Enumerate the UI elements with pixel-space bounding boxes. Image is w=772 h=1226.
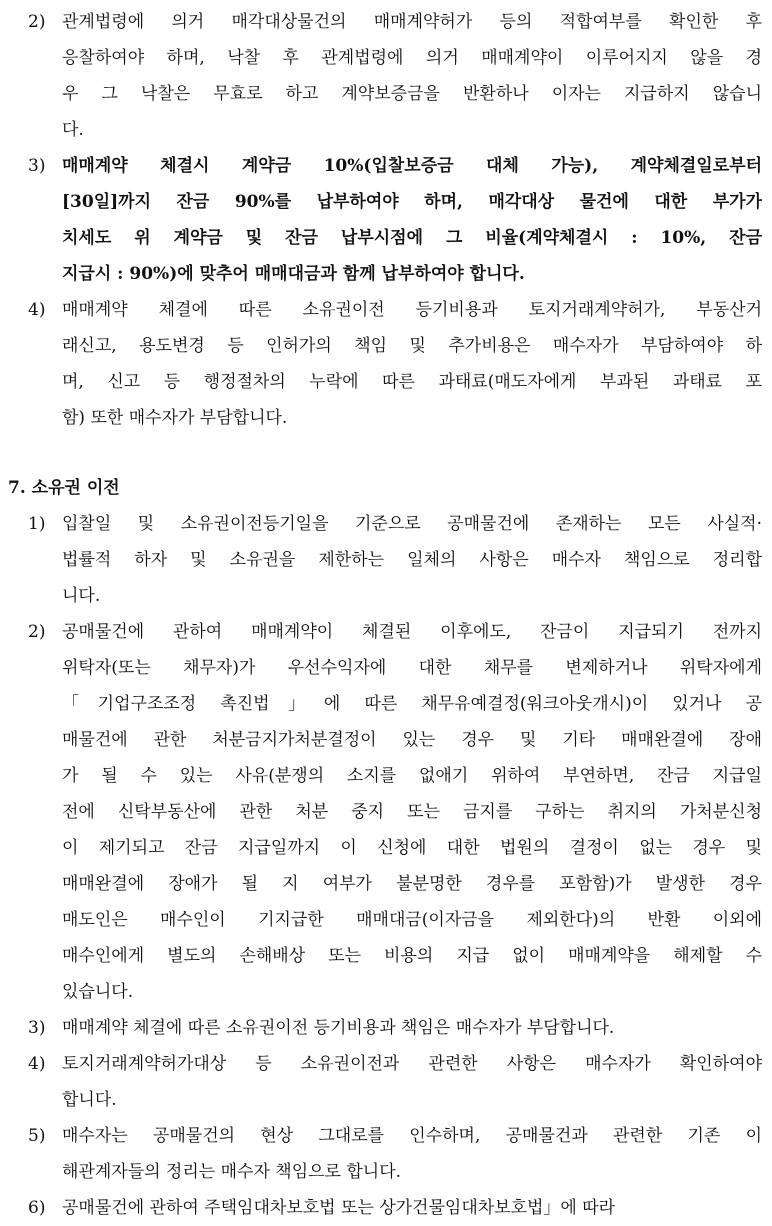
item-number: 3): [28, 156, 46, 176]
text-line: [30일]까지 잔금 90%를 납부하여야 하며, 매각대상 물건에 대한 부가가: [62, 192, 762, 212]
text-line: 위탁자(또는 채무자)가 우선수익자에 대한 채무를 변제하거나 위탁자에게: [62, 658, 762, 678]
item-number: 2): [28, 12, 46, 32]
text-line: 다.: [62, 120, 84, 140]
list-item: [28, 506, 762, 614]
text-line: 매매계약 체결시 계약금 10%(입찰보증금 대체 가능), 계약체결일로부터: [62, 156, 762, 176]
item-number: 1): [28, 514, 46, 534]
section: [28, 4, 762, 436]
text-line: 치세도 위 계약금 및 잔금 납부시점에 그 비율(계약체결시 : 10%, 잔금: [62, 228, 762, 248]
item-text: [62, 1118, 762, 1190]
item-number: 4): [28, 300, 46, 320]
item-text: [62, 148, 762, 292]
text-line: 토지거래계약허가대상 등 소유권이전과 관련한 사항은 매수자가 확인하여야: [62, 1054, 762, 1074]
text-line: 합니다.: [62, 1090, 117, 1110]
text-line: 이 제기되고 잔금 지급일까지 이 신청에 대한 법원의 결정이 없는 경우 및: [62, 838, 762, 858]
item-number: 5): [28, 1126, 46, 1146]
section-heading: 7. 소유권 이전: [8, 478, 120, 498]
list-item: [28, 1118, 762, 1190]
list-item: [28, 1010, 762, 1046]
text-line: 있습니다.: [62, 982, 134, 1002]
list-item: [28, 148, 762, 292]
item-text: [62, 1046, 762, 1118]
text-line: 매매계약 체결에 따른 소유권이전 등기비용과 책임은 매수자가 부담합니다.: [62, 1018, 615, 1038]
list-item: [28, 1190, 762, 1226]
item-text: [62, 1190, 762, 1226]
list-item: [28, 614, 762, 1010]
list-item: [28, 1046, 762, 1118]
item-number: 2): [28, 622, 46, 642]
text-line: 매매완결에 장애가 될 지 여부가 불분명한 경우를 포함함)가 발생한 경우: [62, 874, 762, 894]
text-line: 응찰하여야 하며, 낙찰 후 관계법령에 의거 매매계약이 이루어지지 않을 경: [62, 48, 762, 68]
text-line: 「기업구조조정 촉진법」에 따른 채무유예결정(워크아웃개시)이 있거나 공: [62, 694, 762, 714]
text-line: 매도인은 매수인이 기지급한 매매대금(이자금을 제외한다)의 반환 이외에: [62, 910, 762, 930]
text-line: 매매계약 체결에 따른 소유권이전 등기비용과 토지거래계약허가, 부동산거: [62, 300, 762, 320]
text-line: 매물건에 관한 처분금지가처분결정이 있는 경우 및 기타 매매완결에 장애: [62, 730, 762, 750]
item-text: [62, 1010, 762, 1046]
text-line: 함) 또한 매수자가 부담합니다.: [62, 408, 288, 428]
text-line: 가 될 수 있는 사유(분쟁의 소지를 없애기 위하여 부연하면, 잔금 지급일: [62, 766, 762, 786]
text-line: 입찰일 및 소유권이전등기일을 기준으로 공매물건에 존재하는 모든 사실적·: [62, 514, 762, 534]
item-number: 6): [28, 1198, 46, 1218]
list-item: [28, 4, 762, 148]
item-text: [62, 614, 762, 1010]
item-number: 3): [28, 1018, 46, 1038]
section: [8, 470, 762, 1226]
text-line: 공매물건에 관하여 주택임대차보호법 또는 상가건물임대차보호법」에 따라: [62, 1198, 616, 1218]
text-line: 니다.: [62, 586, 101, 606]
item-text: [62, 292, 762, 436]
text-line: 관계법령에 의거 매각대상물건의 매매계약허가 등의 적합여부를 확인한 후: [62, 12, 762, 32]
text-line: 래신고, 용도변경 등 인허가의 책임 및 추가비용은 매수자가 부담하여야 하: [62, 336, 762, 356]
text-line: 법률적 하자 및 소유권을 제한하는 일체의 사항은 매수자 책임으로 정리합: [62, 550, 762, 570]
item-number: 4): [28, 1054, 46, 1074]
list-item: [28, 292, 762, 436]
text-line: 해관계자들의 정리는 매수자 책임으로 합니다.: [62, 1162, 402, 1182]
text-line: 지급시 : 90%)에 맞추어 매매대금과 함께 납부하여야 합니다.: [62, 264, 525, 284]
text-line: 전에 신탁부동산에 관한 처분 중지 또는 금지를 구하는 취지의 가처분신청: [62, 802, 762, 822]
text-line: 매수자는 공매물건의 현상 그대로를 인수하며, 공매물건과 관련한 기존 이: [62, 1126, 762, 1146]
item-text: [62, 506, 762, 614]
item-text: [62, 4, 762, 148]
text-line: 며, 신고 등 행정절차의 누락에 따른 과태료(매도자에게 부과된 과태료 포: [62, 372, 762, 392]
text-line: 우 그 낙찰은 무효로 하고 계약보증금을 반환하나 이자는 지급하지 않습니: [62, 84, 762, 104]
text-line: 공매물건에 관하여 매매계약이 체결된 이후에도, 잔금이 지급되기 전까지: [62, 622, 762, 642]
text-line: 매수인에게 별도의 손해배상 또는 비용의 지급 없이 매매계약을 해제할 수: [62, 946, 762, 966]
